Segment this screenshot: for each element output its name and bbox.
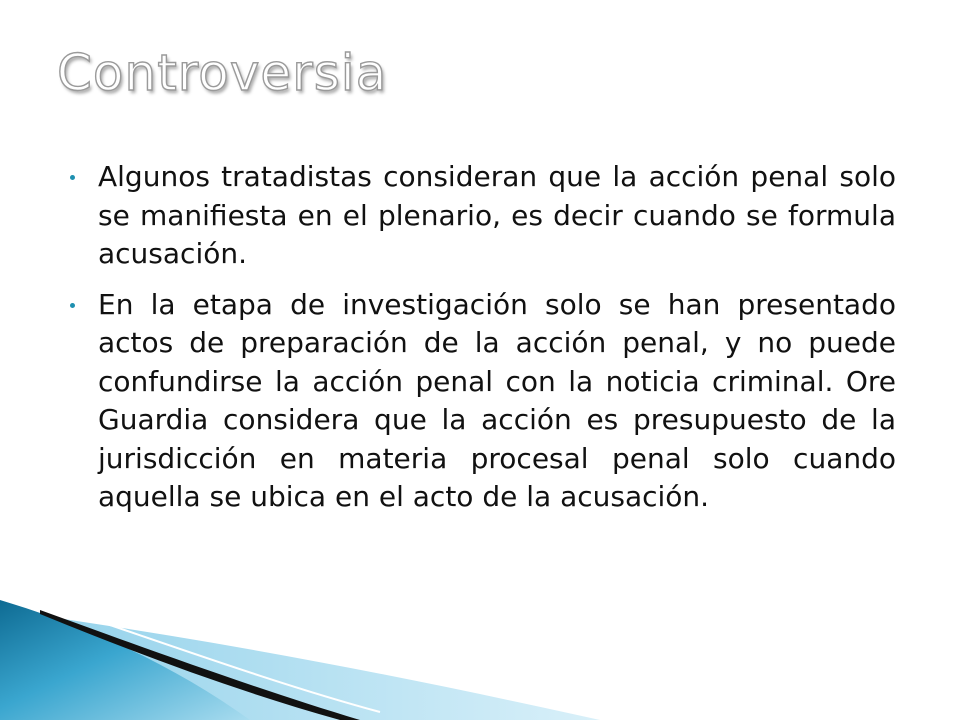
bullet-list xyxy=(70,158,896,529)
bullet-text: En la etapa de investigación solo se han presentado actos de preparación de la acción penal, y no puede confundirse la acción penal con la noticia criminal. Ore Guardia considera que la acción es presupuesto de la jurisdicción en materia procesal penal solo cuando aquella se ubica en el acto de la acusación. xyxy=(98,287,896,513)
bullet-item xyxy=(70,286,896,517)
bullet-item xyxy=(70,158,896,274)
bullet-marker-icon xyxy=(70,175,75,180)
corner-wave-graphic xyxy=(0,600,960,720)
bullet-text: Algunos tratadistas consideran que la acción penal solo se manifiesta en el plenario, es decir cuando se formula acusación. xyxy=(98,160,896,270)
bullet-marker-icon xyxy=(70,303,75,308)
slide-title: Controversia xyxy=(57,44,388,102)
